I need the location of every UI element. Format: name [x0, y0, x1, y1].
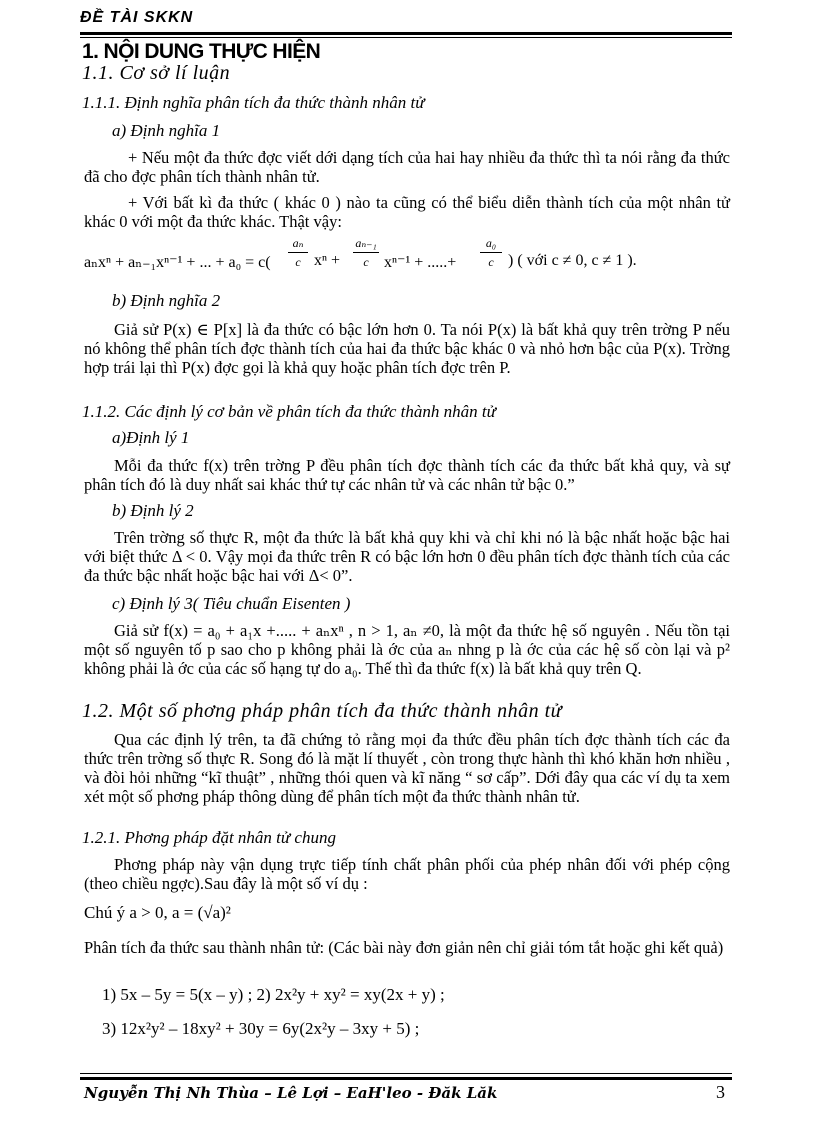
example-1-2: 1) 5x – 5y = 5(x – y) ; 2) 2x²y + xy² = xy(2x + y) ;	[102, 985, 445, 1004]
fraction-2: aₙ₋₁ c	[353, 237, 379, 268]
example-3: 3) 12x²y² – 18xy² + 30y = 6y(2x²y – 3xy + 5) ;	[102, 1019, 420, 1038]
subsection-heading-1-2-1: 1.2.1. Phơng pháp đặt nhân tử chung	[82, 828, 336, 847]
subsection-heading-1-1-2: 1.1.2. Các định lý cơ bản về phân tích đa thức thành nhân tử	[82, 402, 496, 421]
paragraph-theorem1: Mỗi đa thức f(x) trên trờng P đều phân tích đợc thành tích các đa thức bất khả quy, và sự phân tích đó là duy nhất sai khác thứ tự các nhân tử và các nhân tử bậc 0.”	[84, 456, 730, 494]
formula-lhs: aₙxⁿ + aₙ₋₁xⁿ⁻¹ + ... + a₀ = c(	[84, 254, 271, 271]
subsection-heading-1-1-1: 1.1.1. Định nghĩa phân tích đa thức thành nhân tử	[82, 93, 425, 112]
fraction-1: aₙ c	[288, 237, 308, 268]
definition-2-heading: b) Định nghĩa 2	[112, 291, 221, 310]
paragraph-methods-intro: Qua các định lý trên, ta đã chứng tỏ rằng mọi đa thức đều phân tích đợc thành tích các đa thức trên trờng số thực R. Song đó là mặt lí thuyết , còn trong thực hành thì khó khăn hơn nhiều , và đòi hỏi những “kĩ thuật” , những thói quen và kĩ năng “ sơ cấp”. Dới đây qua các ví dụ ta xem xét một số phơng pháp thông dùng để phân tích một đa thức thành nhân tử.	[84, 730, 730, 806]
fraction-3: a₀ c	[480, 237, 502, 268]
section-heading: 1. NỘI DUNG THỰC HIỆN	[82, 40, 321, 63]
paragraph-theorem2: Trên trờng số thực R, một đa thức là bất khả quy khi và chỉ khi nó là bậc nhất hoặc bậc hai với biệt thức Δ < 0. Vậy mọi đa thức trên R có bậc lớn hơn 0 đều phân tích đợc thành tích của các đa thức bậc nhất hoặc bậc hai với Δ< 0”.	[84, 528, 730, 585]
theorem-2-heading: b) Định lý 2	[112, 501, 194, 520]
footer-rule	[80, 1077, 732, 1080]
theorem-3-heading: c) Định lý 3( Tiêu chuẩn Eisenten )	[112, 594, 351, 613]
theorem-1-heading: a)Định lý 1	[112, 428, 190, 447]
header-rule	[80, 32, 732, 35]
paragraph-theorem3: Giả sử f(x) = a₀ + a₁x +..... + aₙxⁿ , n > 1, aₙ ≠0, là một đa thức hệ số nguyên . Nếu tồn tại một số nguyên tố p sao cho p không phải là ớc của aₙ nhng p là ớc của các hệ số còn lại và p² không phải là ớc của các số hạng tự do a₀. Thế thì đa thức f(x) là bất khả quy trên Q.	[84, 621, 730, 678]
paragraph-def2: Giả sử P(x) ∈ P[x] là đa thức có bậc lớn hơn 0. Ta nói P(x) là bất khả quy trên trờng P nếu nó không thể phân tích đợc thành tích của hai đa thức bậc khác 0 và nhỏ hơn bậc của P(x). Trờng hợp trái lại thì P(x) đợc gọi là khả quy hoặc phân tích đợc trên P.	[84, 320, 730, 377]
formula-tail: ) ( với c ≠ 0, c ≠ 1 ).	[508, 252, 637, 269]
page-number: 3	[716, 1082, 725, 1102]
formula-term-1: xⁿ +	[314, 252, 341, 269]
note-line: Chú ý a > 0, a = (√a)²	[84, 903, 231, 922]
paragraph-def1-b: + Với bất kì đa thức ( khác 0 ) nào ta cũng có thể biểu diễn thành tích của một nhân tử khác 0 với một đa thức khác. Thật vậy:	[84, 193, 730, 231]
footer-author: Nguyễn Thị Nh Thùa – Lê Lợi – EaH'leo - Đăk Lăk	[84, 1084, 498, 1102]
paragraph-common-factor: Phơng pháp này vận dụng trực tiếp tính chất phân phối của phép nhân đối với phép cộng (theo chiều ngợc).Sau đây là một số ví dụ :	[84, 855, 730, 893]
subsection-heading-1-2: 1.2. Một số phơng pháp phân tích đa thức thành nhân tử	[82, 700, 563, 722]
formula-term-2: xⁿ⁻¹ + .....+	[384, 254, 457, 271]
paragraph-def1-a: + Nếu một đa thức đợc viết dới dạng tích của hai hay nhiều đa thức thì ta nói rằng đa thức đã cho đợc phân tích thành nhân tử.	[84, 148, 730, 186]
subsection-heading-1-1: 1.1. Cơ sở lí luận	[82, 62, 231, 84]
exercise-instruction: Phân tích đa thức sau thành nhân tử: (Các bài này đơn giản nên chỉ giải tóm tắt hoặc ghi kết quả)	[84, 938, 724, 957]
footer-rule-thin	[80, 1073, 732, 1074]
header-rule-thin	[80, 37, 732, 38]
definition-1-heading: a) Định nghĩa 1	[112, 121, 221, 140]
header-title: ĐỀ TÀI SKKN	[80, 9, 194, 26]
